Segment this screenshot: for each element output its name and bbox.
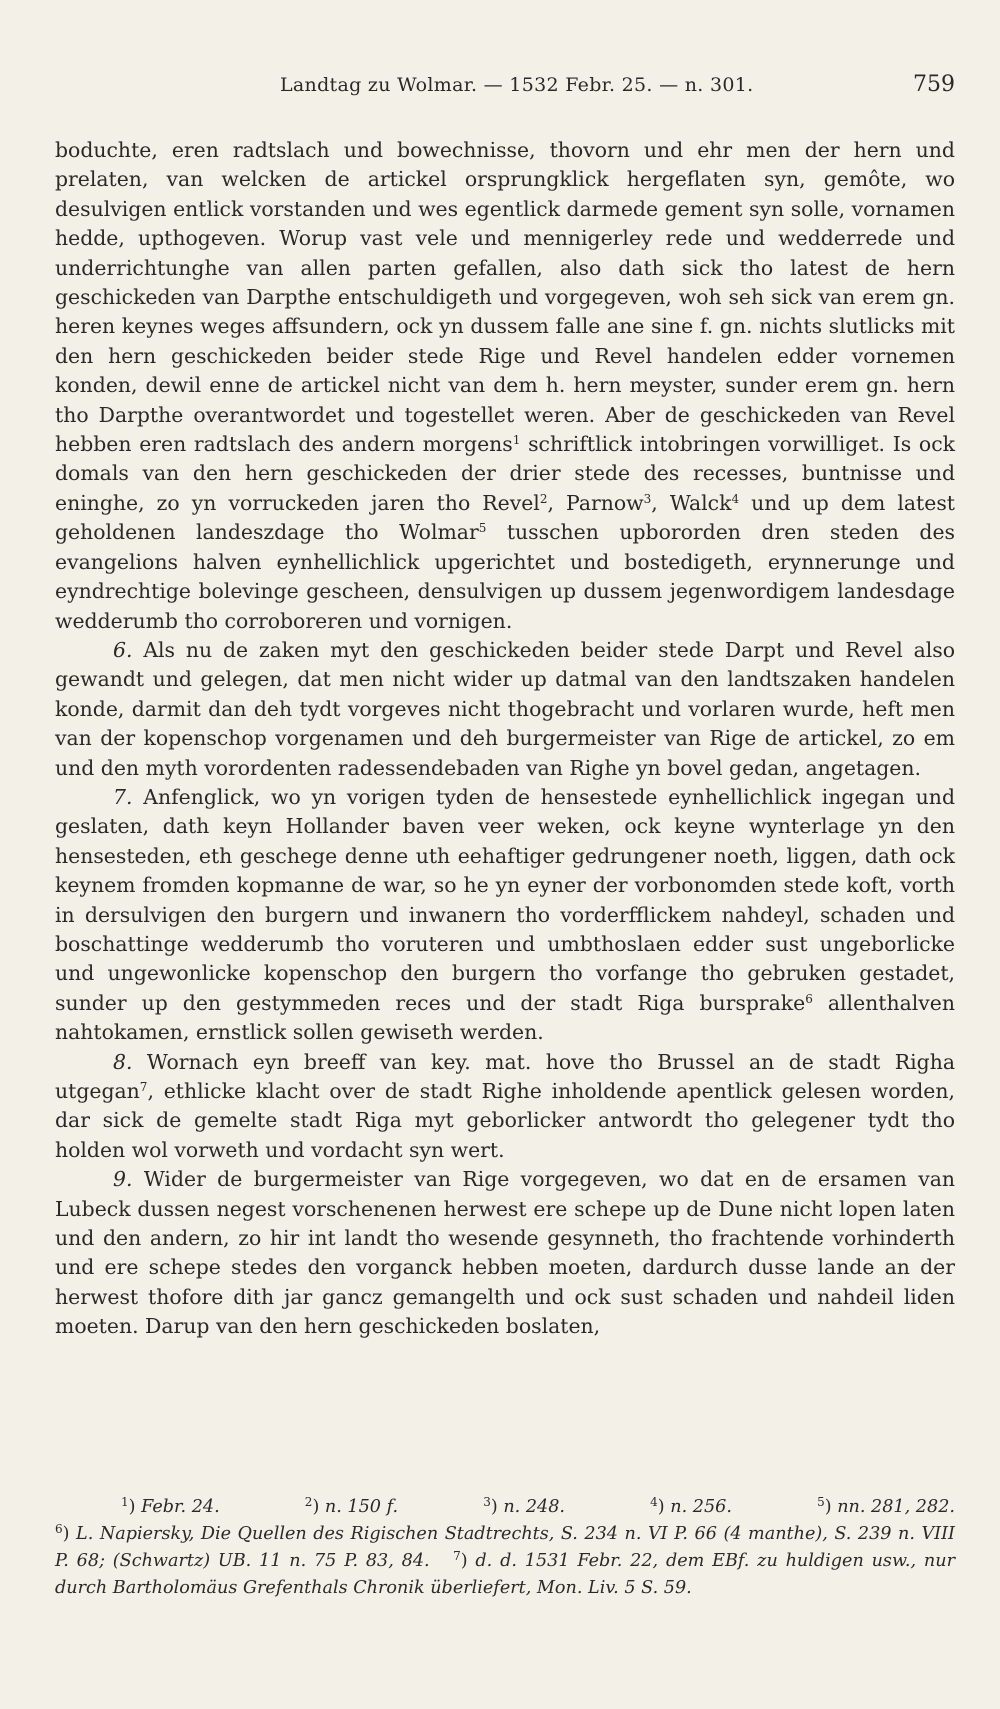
- footnote-6-7: $^6$) L. Napiersky, Die Quellen des Rigischen Stadtrechts, S. 234 n. VI P. 66 (4 manthe), S. 239 n. VIII P. 68; (Schwartz) UB. 11 n. 75 P. 83, 84. $^7$) d. d. 1531 Febr. 22, dem EBf. zu huldigen usw., nur durch Bartholomäus Grefenthals Chronik überliefert, Mon. Liv. 5 S. 59.: [55, 1522, 955, 1598]
- text-run: boduchte, eren radtslach und bowechnisse, thovorn und ehr men der hern und prelaten, van welcken de artickel orsprungklick hergeflaten syn, gemôte, wo desulvigen entlick vorstanden und wes egentlick darmede gement syn solle, vornamen hedde, upthogeven. Worup vast vele und mennigerley rede und wedderrede und underrichtunghe van allen parten gefallen, also dath sick tho latest de hern geschickeden van Darpthe entschuldigeth und vorgegeven, woh seh sick van erem gn. heren keynes weges affsundern, ock yn dussem falle ane sine f. gn. nichts slutlicks mit den hern geschickeden beider stede Rige und Revel handelen edder vornemen konden, dewil enne de artickel nicht van dem h. hern meyster, sunder erem gn. hern tho Darpthe overantwordet und togestellet weren. Aber de geschickeden van Revel hebben eren radtslach des andern morgens: [55, 138, 955, 457]
- footnote-text: n. 150 f.: [324, 1497, 399, 1517]
- footnote-text: nn. 281, 282.: [837, 1497, 955, 1517]
- running-title: Landtag zu Wolmar. — 1532 Febr. 25. — n. 301.: [280, 74, 754, 96]
- text-run: , Parnow: [547, 490, 644, 515]
- footnote-ref: 3: [643, 491, 652, 506]
- footnote-label: 1: [121, 1495, 129, 1509]
- text-run: und up dem latest geholdenen landeszdage tho Wolmar: [55, 490, 955, 545]
- footnote-3: $^3$) n. 248.: [483, 1495, 566, 1517]
- page-header: [55, 74, 955, 106]
- footnote-label: 2: [304, 1495, 313, 1509]
- footnote-text: Febr. 24.: [141, 1497, 220, 1517]
- paragraph-continuation: [55, 136, 955, 636]
- text-run: , Walck: [651, 490, 732, 515]
- footnote-text: n. 256.: [670, 1497, 732, 1517]
- paragraph-number: 6.: [113, 637, 133, 662]
- footnote-7: d. d. 1531 Febr. 22, dem EBf. zu huldigen usw., nur durch Bartholomäus Grefenthals Chronik überliefert, Mon. Liv. 5 S. 59.: [55, 1551, 955, 1598]
- footnote-row: [55, 1494, 955, 1521]
- footnote-ref: 6: [805, 991, 813, 1006]
- text-run: Wider de burgermeister van Rige vorgegeven, wo dat en de ersamen van Lubeck dussen negest vorschenenen herwest ere schepe up de Dune nicht lopen laten und den andern, zo hir int landt tho wesende gesynneth, tho frachtende vorhinderth und ere schepe stedes den vorganck hebben moeten, dardurch dusse lande an der herwest thofore dith jar gancz gemangelth und ock sust schaden und nahdeil liden moeten. Darup van den hern geschickeden boslaten,: [55, 1167, 956, 1339]
- footnote-ref: 4: [731, 491, 740, 506]
- footnote-4: $^4$) n. 256.: [650, 1495, 732, 1517]
- text-run: Als nu de zaken myt den geschickeden beider stede Darpt und Revel also gewandt und gelegen, dat men nicht wider up datmal van den landtszaken handelen konde, darmit dan deh tydt vorgeves nicht thogebracht und vorlaren wurde, heft men van der kopenschop vorgenamen und deh burgermeister van Rige de artickel, zo em und den myth vorordenten radessendebaden van Righe yn bovel gedan, angetagen.: [55, 637, 955, 780]
- footnote-ref: 1: [512, 433, 521, 448]
- paragraph-8: [55, 1048, 955, 1166]
- text-run: Wornach eyn breeff van key. mat. hove tho Brussel an de stadt Righa utgegan: [55, 1049, 956, 1103]
- footnote-label: 6: [55, 1522, 63, 1536]
- text-run: Anfenglick, wo yn vorigen tyden de hensestede eynhellichlick ingegan und geslaten, dath keyn Hollander baven veer weken, ock keyne wynterlage yn den hensesteden, eth geschege denne uth eehaftiger gedrungener noeth, liggen, dath ock keynem fromden kopmanne de war, so he yn eyner der vorbonomden stede koft, vorth in dersulvigen den burgern und inwanern tho vorderfflickem nahdeyl, schaden und boschattinge wedderumb tho voruteren und umbthoslaen edder sust ungeborlicke und ungewonlicke kopenschop den burgern tho vorfange tho gebruken gestadet, sunder up den gestymmeden reces und der stadt Riga bursprake: [55, 784, 955, 1015]
- paragraph-7: [55, 783, 955, 1048]
- footnote-2: $^2$) n. 150 f.: [304, 1495, 399, 1517]
- footnote-label: 4: [650, 1495, 658, 1509]
- paragraph-6: [55, 636, 955, 783]
- main-text: [55, 136, 955, 1342]
- footnote-ref: 2: [539, 491, 548, 506]
- page-number: 759: [913, 72, 955, 97]
- paragraph-number: 8.: [113, 1049, 133, 1074]
- paragraph-number: 7.: [113, 784, 133, 809]
- footnote-5: $^5$) nn. 281, 282.: [817, 1495, 955, 1517]
- text-run: , ethlicke klacht over de stadt Righe inholdende apentlick gelesen worden, dar sick de gemelte stadt Riga myt geborlicker antwordt tho gelegener tydt tho holden wol vorweth und vordacht syn wert.: [55, 1079, 955, 1162]
- footnote-text: n. 248.: [503, 1497, 566, 1517]
- paragraph-9: [55, 1165, 955, 1341]
- footnote-label: 7: [453, 1549, 461, 1563]
- text-run: allenthalven nahtokamen, ernstlick sollen gewiseth werden.: [55, 990, 956, 1045]
- footnote-label: 5: [817, 1495, 825, 1509]
- paragraph-number: 9.: [113, 1167, 133, 1192]
- text-run: schriftlick intobringen vorwilliget. Is ock domals van den hern geschickeden der drier stede des recesses, buntnisse und eninghe, zo yn vorruckeden jaren tho Revel: [55, 432, 955, 515]
- footnotes: [55, 1494, 955, 1602]
- text-run: tusschen upbororden dren steden des evangelions halven eynhellichlick upgerichtet und bostedigeth, erynnerunge und eyndrechtige bolevinge gescheen, densulvigen up dussem jegenwordigem landesdage wedderumb tho corroboreren und vornigen.: [55, 520, 955, 633]
- footnote-ref: 5: [478, 521, 487, 536]
- footnote-label: 3: [483, 1495, 491, 1509]
- footnote-1: $^1$) Febr. 24.: [121, 1495, 220, 1517]
- footnote-6: L. Napiersky, Die Quellen des Rigischen Stadtrechts, S. 234 n. VI P. 66 (4 manthe), S. 239 n. VIII P. 68; (Schwartz) UB. 11 n. 75 P. 83, 84.: [55, 1524, 955, 1571]
- footnote-ref: 7: [139, 1080, 148, 1094]
